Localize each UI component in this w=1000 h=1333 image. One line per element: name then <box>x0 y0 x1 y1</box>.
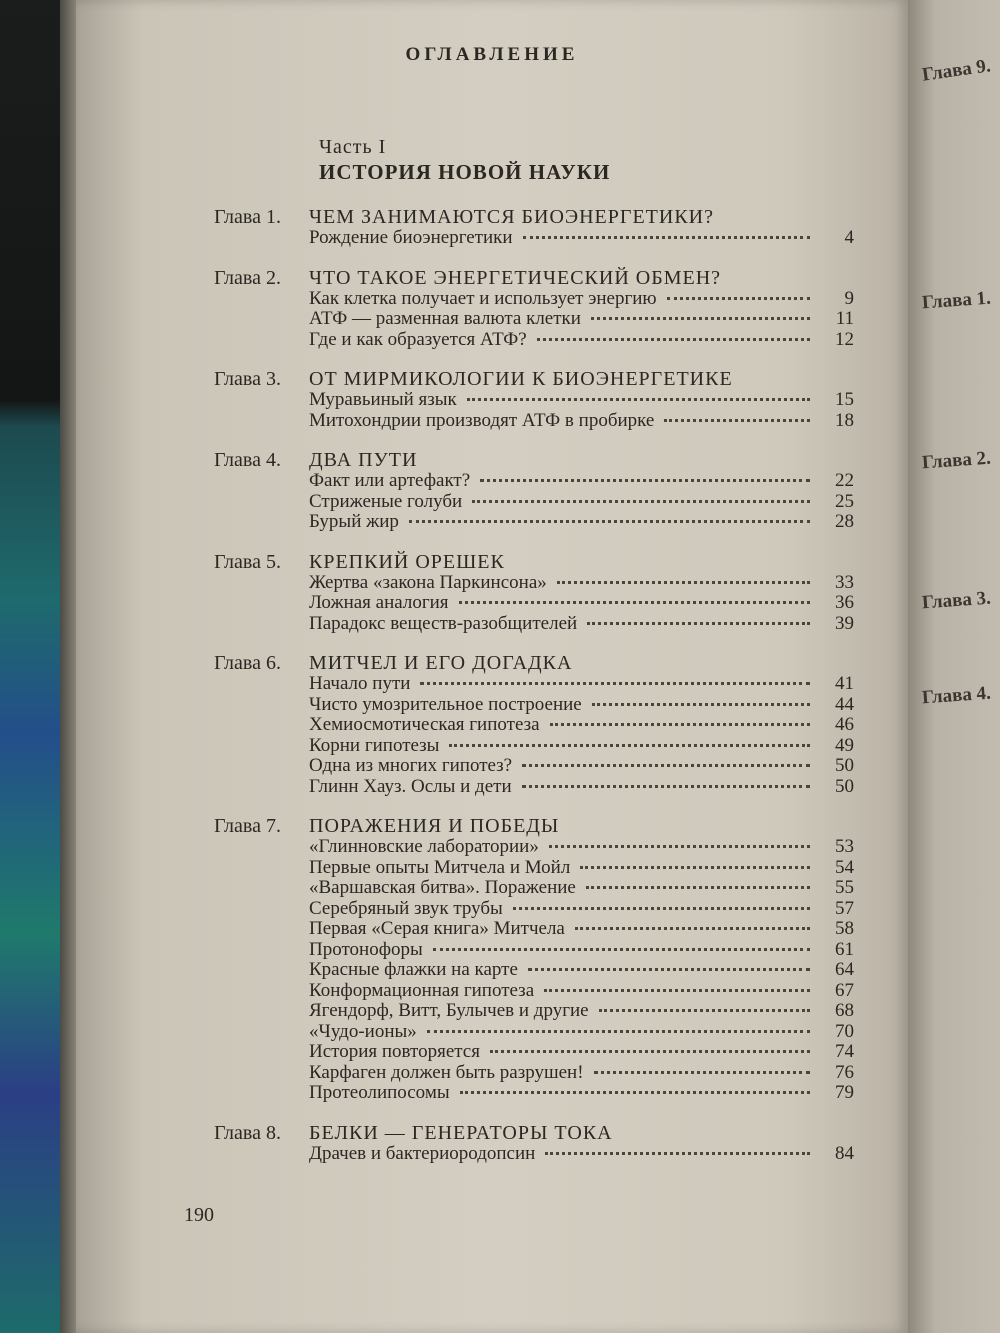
toc-entry <box>309 919 854 940</box>
dot-leader <box>490 1050 810 1053</box>
entry-title: Глинн Хауз. Ослы и дети <box>309 775 512 797</box>
chapter-title: ЧТО ТАКОЕ ЭНЕРГЕТИЧЕСКИЙ ОБМЕН? <box>309 266 722 289</box>
chapter-label: Глава 6. <box>214 652 281 674</box>
dot-leader <box>433 948 810 951</box>
entry-page: 67 <box>835 979 854 1001</box>
toc-entry <box>309 1063 854 1084</box>
entry-page: 49 <box>835 734 854 756</box>
entry-title: Начало пути <box>309 673 411 694</box>
toc-entry <box>309 390 854 411</box>
dot-leader <box>545 1152 810 1155</box>
entry-title: «Чудо-ионы» <box>309 1020 417 1042</box>
entry-page: 46 <box>835 714 854 735</box>
dot-leader <box>664 419 810 422</box>
entry-title: Карфаген должен быть разрушен! <box>309 1061 584 1083</box>
entry-title: Протеолипосомы <box>309 1082 450 1103</box>
chapter-label: Глава 1. <box>214 206 281 228</box>
toc-entry <box>309 960 854 981</box>
entry-title: Чисто умозрительное построение <box>309 693 582 715</box>
chapter <box>214 815 854 1104</box>
dot-leader <box>459 601 810 604</box>
entry-page: 64 <box>835 959 854 980</box>
chapter <box>214 267 854 351</box>
toc-entry <box>309 1083 854 1104</box>
dot-leader <box>599 1009 810 1012</box>
entry-page: 58 <box>835 918 854 939</box>
toc-entry <box>309 573 854 594</box>
table-of-contents <box>214 206 854 1182</box>
dot-leader <box>449 744 810 747</box>
entry-title: Как клетка получает и использует энергию <box>309 287 657 309</box>
toc-entry <box>309 1144 854 1165</box>
toc-entry <box>309 899 854 920</box>
entry-title: Серебряный звук трубы <box>309 897 503 919</box>
entry-page: 76 <box>835 1061 854 1083</box>
toc-entry <box>309 1042 854 1063</box>
chapter-heading <box>214 652 854 674</box>
entry-title: Ягендорф, Витт, Булычев и другие <box>309 1000 589 1021</box>
dot-leader <box>460 1091 810 1094</box>
entry-title: Первая «Серая книга» Митчела <box>309 918 565 939</box>
dot-leader <box>550 723 810 726</box>
dot-leader <box>591 317 810 320</box>
dot-leader <box>522 764 810 767</box>
entry-page: 57 <box>835 897 854 919</box>
toc-entry <box>309 837 854 858</box>
dot-leader <box>580 866 810 869</box>
toc-entry <box>309 593 854 614</box>
toc-entry <box>309 309 854 330</box>
chapter-heading <box>214 449 854 471</box>
dot-leader <box>467 398 810 401</box>
chapter-title: КРЕПКИЙ ОРЕШЕК <box>309 550 505 573</box>
entry-title: Драчев и бактериородопсин <box>309 1142 536 1164</box>
dot-leader <box>587 622 810 625</box>
entry-page: 9 <box>844 287 854 309</box>
chapter-label: Глава 4. <box>214 449 281 471</box>
entry-title: Протонофоры <box>309 938 423 960</box>
chapter-heading <box>214 267 854 289</box>
chapter-heading <box>214 551 854 573</box>
entry-page: 70 <box>835 1020 854 1042</box>
toc-entry <box>309 674 854 695</box>
entry-title: История повторяется <box>309 1041 480 1062</box>
entry-title: Ложная аналогия <box>309 592 449 613</box>
entry-title: Стриженые голуби <box>309 490 463 512</box>
chapter-title: МИТЧЕЛ И ЕГО ДОГАДКА <box>309 652 573 674</box>
toc-entry <box>309 777 854 798</box>
entry-page: 84 <box>835 1142 854 1164</box>
entry-page: 39 <box>835 612 854 634</box>
part-label: Часть I <box>319 136 387 158</box>
entry-title: АТФ — разменная валюта клетки <box>309 308 581 329</box>
entry-page: 53 <box>835 836 854 857</box>
chapter-heading <box>214 1122 854 1144</box>
entry-page: 15 <box>835 389 854 410</box>
entry-page: 12 <box>835 328 854 350</box>
dot-leader <box>586 886 810 889</box>
dot-leader <box>420 682 810 685</box>
toc-entry <box>309 878 854 899</box>
dot-leader <box>575 927 810 930</box>
page-number: 190 <box>184 1204 214 1226</box>
facing-page-label: Глава 1. <box>921 287 992 314</box>
entry-page: 44 <box>835 693 854 715</box>
chapter-label: Глава 5. <box>214 550 281 573</box>
entry-page: 4 <box>844 227 854 248</box>
entry-page: 50 <box>835 755 854 776</box>
chapter-title: ЧЕМ ЗАНИМАЮТСЯ БИОЭНЕРГЕТИКИ? <box>309 206 714 228</box>
dot-leader <box>667 297 810 300</box>
dot-leader <box>594 1071 810 1074</box>
dot-leader <box>592 703 810 706</box>
entry-page: 36 <box>835 592 854 613</box>
toc-title: ОГЛАВЛЕНИЕ <box>405 44 579 65</box>
entry-title: Парадокс веществ-разобщителей <box>309 612 578 634</box>
facing-page-label: Глава 9. <box>920 55 992 86</box>
entry-title: Жертва «закона Паркинсона» <box>309 571 547 593</box>
toc-entry <box>309 228 854 249</box>
toc-entry <box>309 289 854 310</box>
chapter-title: ПОРАЖЕНИЯ И ПОБЕДЫ <box>309 815 560 837</box>
toc-entry <box>309 471 854 492</box>
chapter-heading <box>214 815 854 837</box>
dot-leader <box>537 338 810 341</box>
entry-page: 33 <box>835 571 854 593</box>
dot-leader <box>544 989 810 992</box>
entry-title: «Варшавская битва». Поражение <box>309 877 576 898</box>
entry-title: Митохондрии производят АТФ в пробирке <box>309 409 655 431</box>
dot-leader <box>523 236 810 239</box>
chapter <box>214 206 854 249</box>
toc-page <box>76 0 908 1333</box>
toc-entry <box>309 981 854 1002</box>
toc-entry <box>309 411 854 432</box>
entry-title: «Глинновские лаборатории» <box>309 836 539 857</box>
chapter <box>214 1122 854 1165</box>
toc-entry <box>309 1001 854 1022</box>
chapter <box>214 449 854 533</box>
chapter-heading <box>214 368 854 390</box>
chapter-label: Глава 8. <box>214 1121 281 1144</box>
entry-page: 54 <box>835 856 854 878</box>
toc-entry <box>309 695 854 716</box>
dot-leader <box>549 845 810 848</box>
entry-page: 74 <box>835 1041 854 1062</box>
entry-page: 79 <box>835 1082 854 1103</box>
toc-entry <box>309 492 854 513</box>
toc-entry <box>309 715 854 736</box>
part-title: ИСТОРИЯ НОВОЙ НАУКИ <box>319 160 611 184</box>
entry-title: Факт или артефакт? <box>309 470 471 491</box>
entry-page: 61 <box>835 938 854 960</box>
dot-leader <box>522 785 810 788</box>
entry-title: Первые опыты Митчела и Мойл <box>309 856 571 878</box>
chapter-heading <box>214 206 854 228</box>
chapter <box>214 551 854 635</box>
facing-page-label: Глава 4. <box>921 682 992 709</box>
toc-entry <box>309 858 854 879</box>
toc-entry <box>309 1022 854 1043</box>
dot-leader <box>513 907 810 910</box>
entry-page: 68 <box>835 1000 854 1021</box>
chapter <box>214 368 854 431</box>
entry-title: Одна из многих гипотез? <box>309 755 513 776</box>
entry-title: Красные флажки на карте <box>309 959 518 980</box>
chapter-label: Глава 2. <box>214 266 281 289</box>
entry-page: 41 <box>835 673 854 694</box>
entry-page: 55 <box>835 877 854 898</box>
dot-leader <box>480 479 810 482</box>
entry-page: 11 <box>835 308 854 329</box>
entry-page: 25 <box>835 490 854 512</box>
dot-leader <box>528 968 810 971</box>
entry-title: Бурый жир <box>309 511 399 532</box>
toc-entry <box>309 736 854 757</box>
toc-entry <box>309 614 854 635</box>
dot-leader <box>409 520 810 523</box>
facing-page <box>908 0 1000 1333</box>
toc-entry <box>309 512 854 533</box>
chapter-title: БЕЛКИ — ГЕНЕРАТОРЫ ТОКА <box>309 1121 613 1144</box>
entry-title: Рождение биоэнергетики <box>309 227 513 248</box>
entry-title: Конформационная гипотеза <box>309 979 535 1001</box>
entry-title: Где и как образуется АТФ? <box>309 328 527 350</box>
dot-leader <box>557 581 810 584</box>
dot-leader <box>472 500 810 503</box>
entry-page: 18 <box>835 409 854 431</box>
entry-page: 50 <box>835 775 854 797</box>
chapter <box>214 652 854 797</box>
entry-title: Муравьиный язык <box>309 389 457 410</box>
chapter-title: ОТ МИРМИКОЛОГИИ К БИОЭНЕРГЕТИКЕ <box>309 368 733 390</box>
toc-entry <box>309 330 854 351</box>
toc-entry <box>309 940 854 961</box>
chapter-label: Глава 3. <box>214 368 281 390</box>
entry-title: Хемиосмотическая гипотеза <box>309 714 540 735</box>
dot-leader <box>427 1030 810 1033</box>
chapter-title: ДВА ПУТИ <box>309 449 418 471</box>
facing-page-label: Глава 2. <box>921 447 992 474</box>
chapter-label: Глава 7. <box>214 815 281 837</box>
facing-page-label: Глава 3. <box>921 587 992 614</box>
entry-page: 22 <box>835 470 854 491</box>
entry-title: Корни гипотезы <box>309 734 440 756</box>
toc-entry <box>309 756 854 777</box>
entry-page: 28 <box>835 511 854 532</box>
